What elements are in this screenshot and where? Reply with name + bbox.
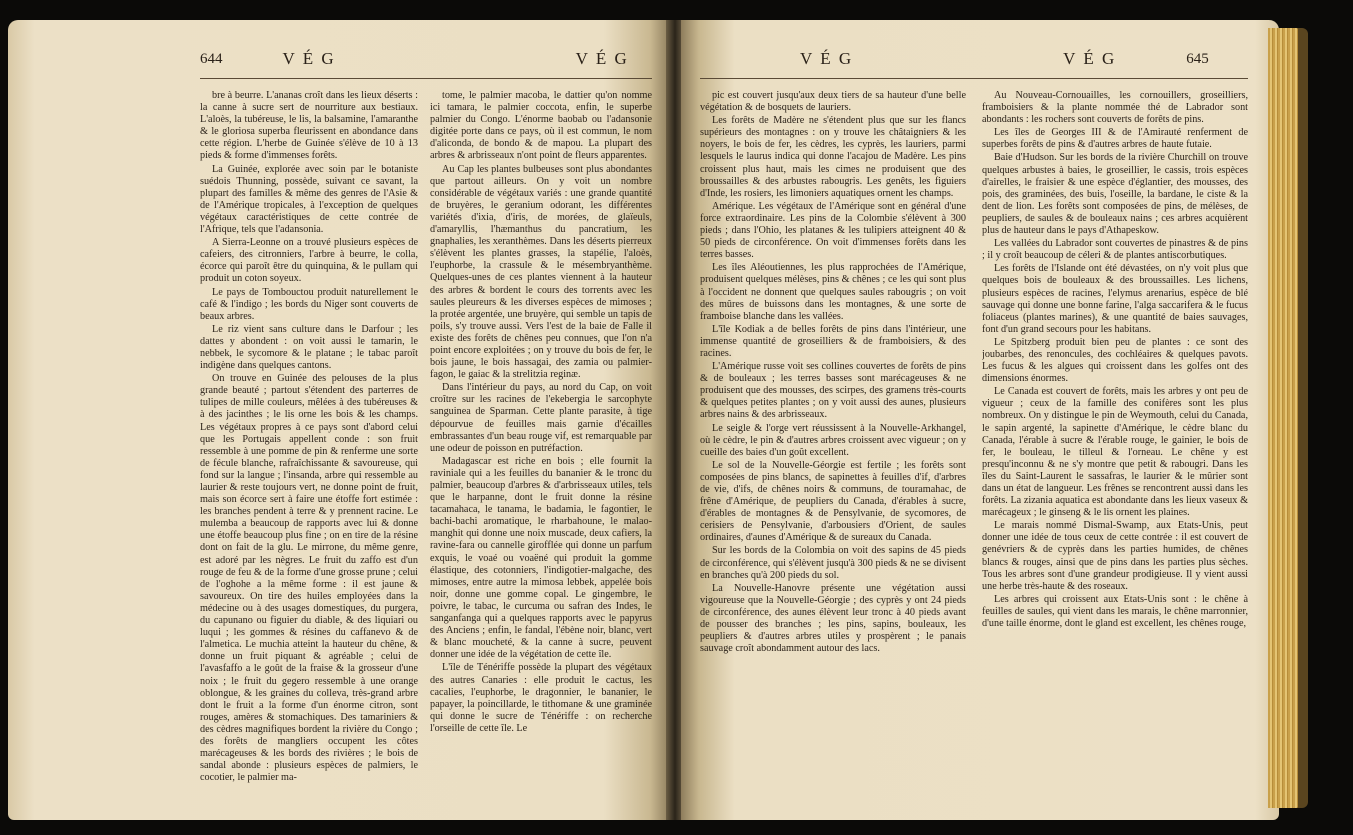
right-page-header xyxy=(700,48,1260,70)
paragraph: Le marais nommé Dismal-Swamp, aux Etats-Unis, peut donner une idée de tous ceux de cette contrée : il est couvert de genévriers & de cyprès dans les parties humides, de chênes blancs & rouges, ainsi que de pins dans les parties plus sèches. Tous les arbres sont d'une grandeur prodigieuse. Il y vient aussi une herbe très-haute & des roseaux. xyxy=(982,520,1248,592)
paragraph: L'île de Ténériffe possède la plupart des végétaux des autres Canaries : elle produit le cactus, les cacalies, l'euphorbe, le dragonnier, le bananier, le papayer, la poincillarde, le tithomane & une graminée qui donne le sucre de Ténériffe : on recherche l'orseille de cette île. Le xyxy=(430,662,652,734)
right-column-2 xyxy=(982,90,1248,805)
paragraph: Au Cap les plantes bulbeuses sont plus abondantes que partout ailleurs. On y voit un nombre considérable de végétaux variés : une grande quantité de bruyères, le geranium odorant, les différentes variétés d'ixia, d'iris, de morées, de glaïeuls, d'amaryllis, l'hæmanthus du pancratium, les gnaphalies, les xeranthèmes. Dans les déserts pierreux s'élèvent les plantes grasses, la stapélie, l'aloès, l'euphorbe, la crassule & le mésembryanthème. Quelques-unes de ces plantes viennent à la hauteur des arbres & bordent le cours des torrents avec les saules pleureurs & les diverses espèces de mimoses ; la protée argentée, une bruyère, qui semble un tapis de poils, s'y trouve aussi. Vers l'est de la baie de Falle il existe des forêts de chênes peu connues, que l'on n'a point encore exploitées ; on y trouve du bois de fer, le bois jaune, le bois hassagai, des zamia ou palmier-fagon, le gaiac & la strelitzia reginæ. xyxy=(430,163,652,381)
paragraph: La Nouvelle-Hanovre présente une végétation aussi vigoureuse que la Nouvelle-Géorgie ; des cyprès y ont 24 pieds de circonférence, des aunes élèvent leur tronc à 40 pieds avant de pousser des branches ; les pins, sapins, bouleaux, les peupliers & d'autres arbres utiles y prospèrent ; le panais sauvage croît abondamment autour des lacs. xyxy=(700,582,966,655)
gilded-page-edges xyxy=(1268,28,1302,808)
paragraph: Le sol de la Nouvelle-Géorgie est fertile ; les forêts sont composées de pins blancs, de sapinettes à feuilles d'if, d'arbres de vie, d'ifs, de chênes noirs & communs, de touramahac, de frêne d'Amérique, de peupliers du Canada, d'érables à sucre, d'érables de montagnes & de Pensylvanie, de sycomores, de cerisiers de Pensylvanie, d'arbousiers d'Orient, de saules ordinaires, d'aunes d'Amérique & de sureaux du Canada. xyxy=(700,459,966,544)
left-header-word-1: V É G xyxy=(282,49,336,68)
paragraph: Le Spitzberg produit bien peu de plantes : ce sont des joubarbes, des renoncules, des cochléaires & quelques pavots. Les fucus & les algues qui croissent dans les golfes ont des dimensions énormes. xyxy=(982,336,1248,385)
paragraph: L'île Kodiak a de belles forêts de pins dans l'intérieur, une immense quantité de groseilliers & de framboisiers, & des racines. xyxy=(700,323,966,359)
paragraph: Dans l'intérieur du pays, au nord du Cap, on voit croître sur les racines de l'ekebergia le sarcophyte sanguinea de Sparman. Cette plante parasite, à tige dépourvue de feuilles mais garnie d'écailles embrassantes d'un beau rouge vif, est remarquable par une odeur de poisson en putréfaction. xyxy=(430,382,652,454)
left-page-number: 644 xyxy=(200,50,223,67)
right-column-1 xyxy=(700,90,966,805)
paragraph: Les vallées du Labrador sont couvertes de pinastres & de pins ; il y croît beaucoup de céleri & de plantes antiscorbutiques. xyxy=(982,238,1248,262)
paragraph: Les forêts de Madère ne s'étendent plus que sur les flancs supérieurs des montagnes : on y trouve les châtaigniers & les noyers, le bois de fer, les cèdres, les cyprès, les lauriers, parmi lesquels le laurus indica qui donne l'acajou de Madère. Les pins croissent plus haut, mais les cimes ne produisent que des broussailles & des arbustes rabougris. Les genêts, les figuiers d'Inde, les rosiers, les limoniers aquatiques ornent les champs. xyxy=(700,115,966,199)
right-header-rule xyxy=(700,78,1248,79)
paragraph: Le Canada est couvert de forêts, mais les arbres y ont peu de vigueur ; ceux de la famille des conifères sont les plus nombreux. On y distingue le pin de Weymouth, celui du Canada, le sapin argenté, la sapinette d'Amérique, le cèdre blanc du Canada, l'érable à sucre & l'érable rouge, le gainier, le bois de fer, le bouleau, le tilleul & l'orneau. Le chêne y est presqu'inconnu & ne s'y montre que petit & rabougri. Dans les îles du Saint-Laurent le sassafras, le laurier & le mûrier sont dans un état de langueur. Les frênes se rencontrent aussi dans les forêts. La zizania aquatica est abondante dans les lieux vaseux & marécageux ; le ginseng & le lis ornent les plaines. xyxy=(982,386,1248,519)
paragraph: Madagascar est riche en bois ; elle fournit la raviniale qui a les feuilles du bananier & le tronc du palmier, beaucoup d'arbres & d'arbrisseaux utiles, tels que le harpanne, dont le fruit donne la résine tacamahaca, le tanama, le badamia, le fagontier, le bachi-bachi aromatique, le rharbahoune, le malao-manghit qui donne une noix muscade, deux cafiers, la ravine-fara ou cannelle girofflée qui donne un parfum exquis, le voaé ou voaëné qui produit la gomme élastique, des cotonniers, l'indigotier-malgache, des mimoses, entre autre la mimosa lebbek, appelée bois noir, donne une gomme copal. Le gingembre, le poivre, le tabac, le curcuma ou safran des Indes, le sanganfanga qui a quelques rapports avec le papyrus des Anciens ; enfin, le fandal, l'ébène noir, blanc, vert & blanc moucheté, & la canne à sucre, peuvent donner une idée de la végétation de cette île. xyxy=(430,455,652,661)
paragraph: Les arbres qui croissent aux Etats-Unis sont : le chêne à feuilles de saules, qui vient dans les marais, le chêne marronnier, d'une taille énorme, dont le gland est excellent, les chênes rouge, xyxy=(982,593,1248,630)
paragraph: Les forêts de l'Islande ont été dévastées, on n'y voit plus que quelques bois de bouleaux & des broussailles. Les lichens, plusieurs espèces de racines, l'elymus arenarius, espèce de blé sauvage qui donne une bonne farine, l'alga saccarifera & le fucus foliaceus (plantes marines), & une quantité de baies sauvages, font d'un grand secours pour les habitans. xyxy=(982,263,1248,335)
paragraph: Amérique. Les végétaux de l'Amérique sont en général d'une force extraordinaire. Les pins de la Colombie s'élèvent à 300 pieds ; dans l'Ohio, les platanes & les tulipiers atteignent 40 & 50 pieds de circonférence. On voit d'immenses forêts dans les terres basses. xyxy=(700,200,966,261)
paragraph: Sur les bords de la Colombia on voit des sapins de 45 pieds de circonférence, qui s'élèvent jusqu'à 300 pieds & ne se divisent en branches qu'à 200 pieds du sol. xyxy=(700,545,966,581)
paragraph: bre à beurre. L'ananas croît dans les lieux déserts : la canne à sucre sert de nourriture aux bestiaux. L'aloès, la tubéreuse, le lis, la balsamine, l'amaranthe & le gloriosa superba fleurissent en abondance dans cette région. L'herbe de Guinée s'élève de 10 à 13 pieds & forme d'immenses forêts. xyxy=(200,90,418,162)
paragraph: La Guinée, explorée avec soin par le botaniste suédois Thunning, possède, suivant ce savant, la plupart des familles & même des genres de l'Asie & de l'Amérique tropicales, à l'exception de quelques végétaux caractéristiques de cette contrée de l'Afrique, tels que l'adansonia. xyxy=(200,163,418,236)
right-header-word-2: V É G xyxy=(1063,49,1117,68)
paragraph: Les îles de Georges III & de l'Amirauté renferment de superbes forêts de pins & d'autres arbres de haute futaie. xyxy=(982,127,1248,151)
right-header-word-1: V É G xyxy=(800,49,854,68)
paragraph: pic est couvert jusqu'aux deux tiers de sa hauteur d'une belle végétation & de bosquets de lauriers. xyxy=(700,90,966,114)
right-page-number: 645 xyxy=(1186,50,1209,67)
paragraph: Les îles Aléoutiennes, les plus rapprochées de l'Amérique, produisent quelques mélèses, pins & chênes ; ce les qui sont plus à l'occident ne donnent que quelques saules rabougris ; on voit des mûres de buissons dans les montagnes, & une sorte de framboise blanche dans les vallées. xyxy=(700,262,966,322)
cover-edge xyxy=(1298,28,1308,808)
left-header-rule xyxy=(200,78,652,79)
left-column-1 xyxy=(200,90,418,805)
paragraph: tome, le palmier macoba, le dattier qu'on nomme ici tamara, le palmier coccota, enfin, le superbe palmier du Congo. L'énorme baobab ou l'adansonie digitée porte dans ce pays, où il est commun, le nom d'aliconda, de bondo & de mapou. La plupart des arbres & arbrisseaux n'ont point de fleurs apparentes. xyxy=(430,90,652,162)
paragraph: Au Nouveau-Cornouailles, les cornouillers, groseilliers, framboisiers & la plante nommée thé de Labrador sont abondants : les rochers sont couverts de forêts de pins. xyxy=(982,90,1248,126)
paragraph: A Sierra-Leonne on a trouvé plusieurs espèces de cafeiers, des citronniers, l'arbre à beurre, le colla, écorce qui paroît être du quinquina, & le pullam qui produit un coton soyeux. xyxy=(200,237,418,285)
left-column-2 xyxy=(430,90,652,805)
paragraph: Le pays de Tombouctou produit naturellement le café & l'indigo ; les bords du Niger sont couverts de beaux arbres. xyxy=(200,286,418,322)
left-header-word-2: V É G xyxy=(575,49,629,68)
left-page-header xyxy=(200,48,660,70)
paragraph: On trouve en Guinée des pelouses de la plus grande beauté ; partout s'étendent des parterres de tulipes de mille couleurs, mêlées à des tubéreuses & à des jacinthes ; le lis orne les bois & les champs. Les végétaux propres à ce pays sont d'abord celui que les Portugais appellent conde : son fruit ressemble à une pomme de pin & renferme une sorte de fécule blanche, rafraîchissante & savoureuse, qui fond sur la langue ; l'insanda, arbre qui ressemble au laurier & reste toujours vert, ne donne point de fruit, mais son écorce sert à faire une étoffe fort estimée : les branches pendent à terre & y prennent racine. Le mulemba a beaucoup de rapports avec lui & donne une étoffe beaucoup plus fine ; on en tire de la résine dont on fait de la glu. Le mirrone, du même genre, est adoré par les nègres. Le fruit du zaffo est d'un rouge de feu & de la forme d'une grosse prune ; celui de l'oghohe a la même forme : il est jaune & savoureux. On tire des huiles employées dans la médecine ou à des usages domestiques, du purgera, du capunano ou figuier du diable, & des liquiari ou luqui ; les gommes & résines du caffanevo & de l'almetica. Le muchia atteint la hauteur du chêne, & donne un fruit piquant & agréable ; celui de l'avasfaffo a le goût de la fraise & la grosseur d'une noix ; le fruit du gegero ressemble à une orange oblongue, & les graines du colleva, très-grand arbre dont le fruit a la forme d'un énorme citron, sont rouges, amères & stomachiques. Des tamariniers & des cèdres magnifiques bordent la rivière du Congo ; des forêts de mangliers occupent les côtes marécageuses & les bords des rivières ; le bois de sandal abonde : plusieurs espèces de palmiers, le cocotier, le palmier ma- xyxy=(200,373,418,784)
paragraph: L'Amérique russe voit ses collines couvertes de forêts de pins & de bouleaux ; les terres basses sont marécageuses & ne produisent que des mousses, des scirpes, des gramens très-courts & quelques petites plantes ; on y voit aussi des aunes, plusieurs arbres nains & des arbrisseaux. xyxy=(700,361,966,421)
paragraph: Le riz vient sans culture dans le Darfour ; les dattes y abondent : on voit aussi le tamarin, le nebbek, le sycomore & le platane ; le tabac paroît indigène dans quelques cantons. xyxy=(200,323,418,372)
paragraph: Le seigle & l'orge vert réussissent à la Nouvelle-Arkhangel, où le cèdre, le pin & d'autres arbres croissent avec vigueur ; on y cueille des baies d'un goût excellent. xyxy=(700,422,966,458)
paragraph: Baie d'Hudson. Sur les bords de la rivière Churchill on trouve quelques arbustes à baies, le groseillier, le cassis, trois espèces d'airelles, le fraisier & une espèce d'églantier, des mousses, des pois, des graminées, des buis, l'oseille, la bardane, le ciste & la dent de lion. Les forêts sont composées de pins, de mélèses, de peupliers, de saules & de bouleaux nains ; ces arbres acquièrent plus de hauteur dans le pays d'Athapeskow. xyxy=(982,152,1248,237)
